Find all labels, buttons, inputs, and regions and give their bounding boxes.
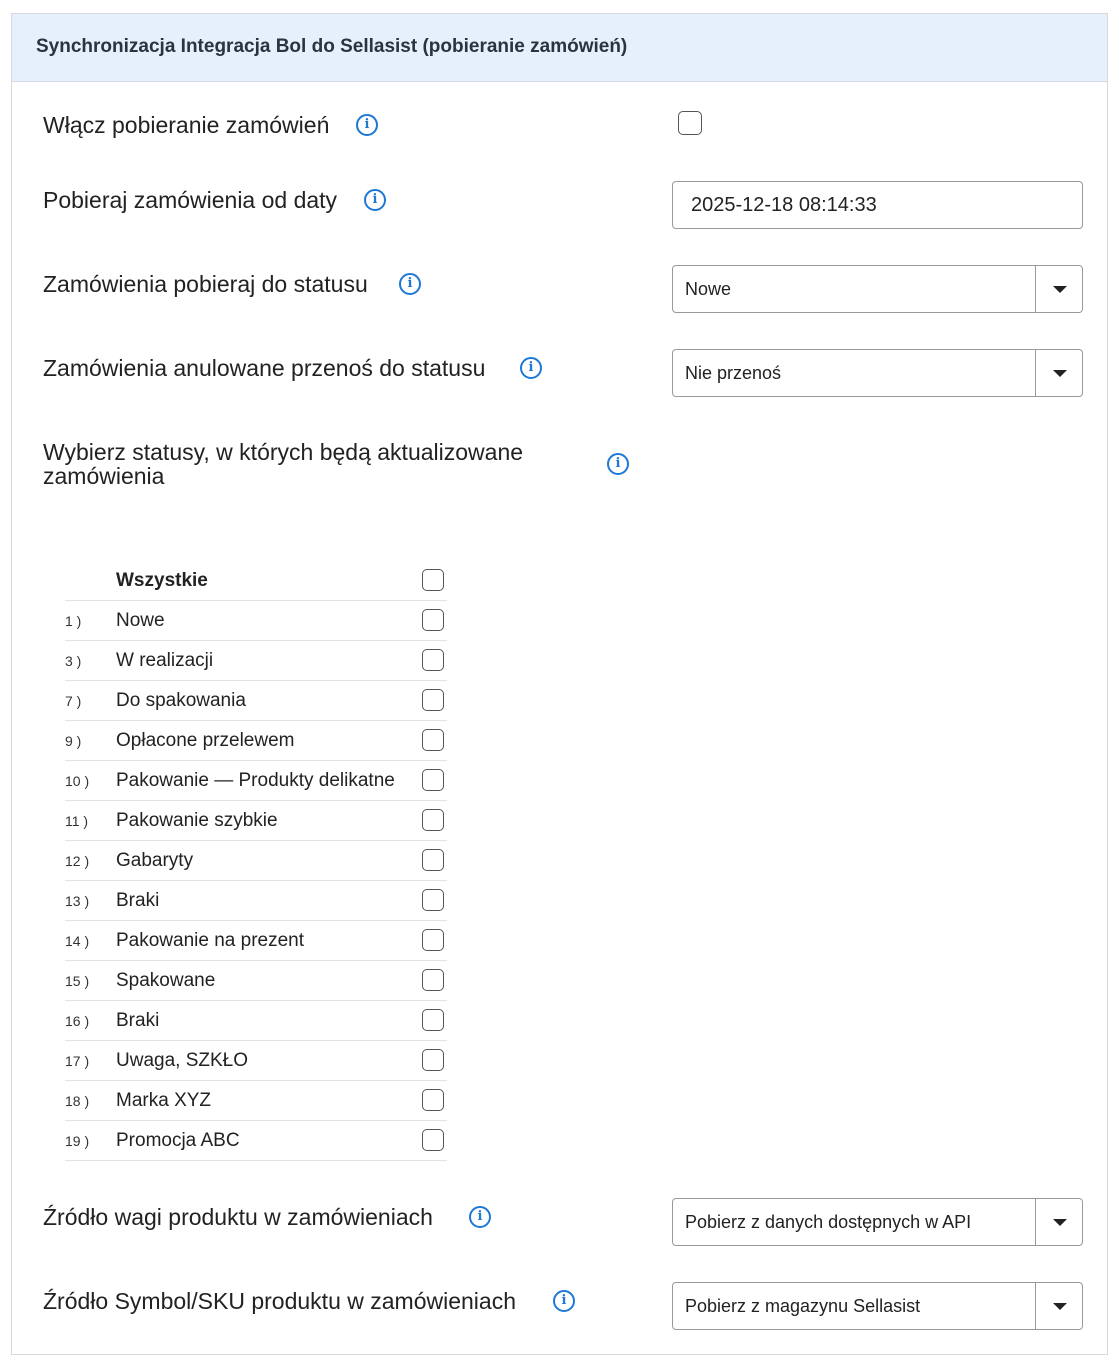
enable-label: Włącz pobieranie zamówień bbox=[43, 112, 330, 138]
update-statuses-label: Wybierz statusy, w których będą aktualizowane zamówienia bbox=[43, 439, 524, 489]
chevron-down-icon[interactable] bbox=[1053, 370, 1067, 377]
select-divider bbox=[1035, 1199, 1036, 1245]
status-number: 3 ) bbox=[65, 653, 82, 669]
enable-checkbox[interactable] bbox=[678, 111, 702, 135]
sku-source-select[interactable] bbox=[672, 1282, 1083, 1330]
sku-source-value: Pobierz z magazynu Sellasist bbox=[685, 1296, 921, 1316]
info-icon[interactable]: i bbox=[469, 1206, 491, 1228]
status-row-all bbox=[65, 561, 447, 601]
to-status-select[interactable] bbox=[672, 265, 1083, 313]
status-row bbox=[65, 641, 447, 681]
panel-title: Synchronizacja Integracja Bol do Sellasist (pobieranie zamówień) bbox=[36, 36, 628, 57]
status-label: Gabaryty bbox=[116, 850, 194, 871]
info-icon[interactable]: i bbox=[607, 453, 629, 475]
status-label: Pakowanie szybkie bbox=[116, 810, 278, 831]
status-number: 18 ) bbox=[65, 1093, 90, 1109]
status-checkbox[interactable] bbox=[422, 649, 444, 671]
status-row bbox=[65, 761, 447, 801]
status-number: 15 ) bbox=[65, 973, 90, 989]
status-row bbox=[65, 1081, 447, 1121]
status-checkbox[interactable] bbox=[422, 969, 444, 991]
to-status-label: Zamówienia pobieraj do statusu bbox=[43, 271, 368, 297]
status-label: Nowe bbox=[116, 610, 165, 631]
cancelled-status-label: Zamówienia anulowane przenoś do statusu bbox=[43, 355, 486, 381]
weight-source-label: Źródło wagi produktu w zamówieniach bbox=[43, 1204, 433, 1230]
status-checkbox[interactable] bbox=[422, 689, 444, 711]
status-label: Opłacone przelewem bbox=[116, 730, 295, 751]
info-icon[interactable]: i bbox=[356, 114, 378, 136]
status-row bbox=[65, 721, 447, 761]
status-checkbox[interactable] bbox=[422, 809, 444, 831]
info-icon[interactable]: i bbox=[520, 357, 542, 379]
select-divider bbox=[1035, 266, 1036, 312]
status-row bbox=[65, 921, 447, 961]
status-row bbox=[65, 961, 447, 1001]
status-number: 19 ) bbox=[65, 1133, 90, 1149]
chevron-down-icon[interactable] bbox=[1053, 1219, 1067, 1226]
select-divider bbox=[1035, 1283, 1036, 1329]
status-checkbox[interactable] bbox=[422, 1049, 444, 1071]
status-number: 10 ) bbox=[65, 773, 90, 789]
status-label: W realizacji bbox=[116, 650, 214, 671]
status-number: 14 ) bbox=[65, 933, 90, 949]
status-number: 13 ) bbox=[65, 893, 90, 909]
status-label: Do spakowania bbox=[116, 690, 246, 711]
status-row bbox=[65, 1121, 447, 1161]
sku-source-label: Źródło Symbol/SKU produktu w zamówieniach bbox=[43, 1288, 516, 1314]
cancelled-status-select[interactable] bbox=[672, 349, 1083, 397]
status-label: Uwaga, SZKŁO bbox=[116, 1050, 248, 1071]
status-checkbox[interactable] bbox=[422, 889, 444, 911]
status-row bbox=[65, 1041, 447, 1081]
status-row bbox=[65, 801, 447, 841]
from-date-label: Pobieraj zamówienia od daty bbox=[43, 187, 338, 213]
status-row bbox=[65, 1001, 447, 1041]
status-label: Spakowane bbox=[116, 970, 216, 991]
info-icon[interactable]: i bbox=[553, 1290, 575, 1312]
info-icon[interactable]: i bbox=[364, 189, 386, 211]
status-number: 16 ) bbox=[65, 1013, 90, 1029]
status-label: Promocja ABC bbox=[116, 1130, 240, 1151]
status-number: 17 ) bbox=[65, 1053, 90, 1069]
status-row bbox=[65, 601, 447, 641]
chevron-down-icon[interactable] bbox=[1053, 1303, 1067, 1310]
status-checkbox[interactable] bbox=[422, 769, 444, 791]
status-checkbox[interactable] bbox=[422, 1089, 444, 1111]
status-checkbox[interactable] bbox=[422, 1009, 444, 1031]
status-label: Braki bbox=[116, 890, 160, 911]
select-divider bbox=[1035, 350, 1036, 396]
status-row bbox=[65, 841, 447, 881]
status-row bbox=[65, 881, 447, 921]
status-checkbox[interactable] bbox=[422, 609, 444, 631]
weight-source-value: Pobierz z danych dostępnych w API bbox=[685, 1212, 972, 1232]
status-number: 11 ) bbox=[65, 813, 89, 829]
status-checkbox[interactable] bbox=[422, 849, 444, 871]
from-date-value: 2025-12-18 08:14:33 bbox=[691, 194, 877, 216]
status-number: 9 ) bbox=[65, 733, 82, 749]
status-label: Marka XYZ bbox=[116, 1090, 212, 1111]
info-icon[interactable]: i bbox=[399, 273, 421, 295]
panel-header bbox=[12, 14, 1107, 82]
status-checkbox[interactable] bbox=[422, 1129, 444, 1151]
status-label: Pakowanie — Produkty delikatne bbox=[116, 770, 395, 791]
status-number: 12 ) bbox=[65, 853, 90, 869]
from-date-input[interactable] bbox=[672, 181, 1083, 229]
chevron-down-icon[interactable] bbox=[1053, 286, 1067, 293]
to-status-value: Nowe bbox=[685, 279, 732, 299]
status-all-label: Wszystkie bbox=[116, 570, 208, 591]
status-checkbox[interactable] bbox=[422, 929, 444, 951]
status-checkbox[interactable] bbox=[422, 729, 444, 751]
status-label: Braki bbox=[116, 1010, 160, 1031]
status-row bbox=[65, 681, 447, 721]
cancelled-status-value: Nie przenoś bbox=[685, 363, 782, 383]
status-all-checkbox[interactable] bbox=[422, 569, 444, 591]
status-label: Pakowanie na prezent bbox=[116, 930, 305, 951]
status-number: 7 ) bbox=[65, 693, 82, 709]
weight-source-select[interactable] bbox=[672, 1198, 1083, 1246]
status-number: 1 ) bbox=[65, 613, 82, 629]
